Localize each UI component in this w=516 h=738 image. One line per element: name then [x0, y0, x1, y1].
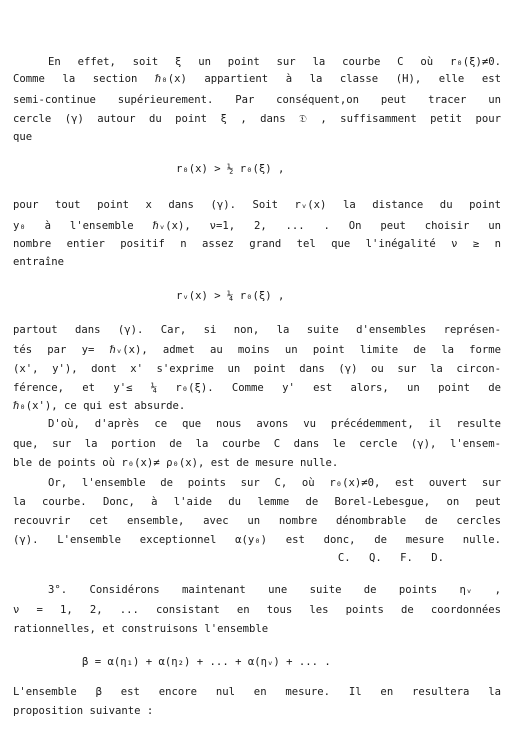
- text-line: ble de points où r₀(x)≠ ρ₀(x), est de mesure nulle.: [13, 457, 339, 469]
- text-line: y₀ à l'ensemble ℏᵥ(x), ν=1, 2, ... . On peut choisir un: [13, 220, 501, 232]
- text-line: En effet, soit ξ un point sur la courbe C où r₀(ξ)≠0.: [48, 56, 501, 68]
- section-heading-line: 3°. Considérons maintenant une suite de points ηᵥ ,: [48, 584, 501, 596]
- text-line: proposition suivante :: [13, 705, 154, 717]
- text-line: férence, et y'≤ ¼ r₀(ξ). Comme y' est alors, un point de: [13, 382, 501, 394]
- text-line: L'ensemble β est encore nul en mesure. Il en resultera la: [13, 686, 501, 698]
- text-line: que, sur la portion de la courbe C dans le cercle (γ), l'ensem-: [13, 438, 501, 450]
- text-line: ℏ₀(x'), ce qui est absurde.: [13, 400, 186, 412]
- text-line: ν = 1, 2, ... consistant en tous les points de coordonnées: [13, 604, 501, 616]
- text-line: partout dans (γ). Car, si non, la suite d'ensembles représen-: [13, 324, 501, 336]
- formula: r₀(x) > ½ r₀(ξ) ,: [176, 163, 285, 175]
- text-line: recouvrir cet ensemble, avec un nombre dénombrable de cercles: [13, 515, 501, 527]
- text-line: (x', y'), dont x' s'exprime un point dans (γ) ou sur la circon-: [13, 363, 501, 375]
- formula: rᵥ(x) > ¼ r₀(ξ) ,: [176, 290, 285, 302]
- formula: β = α(η₁) + α(η₂) + ... + α(ηᵥ) + ... .: [82, 656, 331, 668]
- text-line: nombre entier positif n assez grand tel que l'inégalité ν ≥ n: [13, 238, 501, 250]
- text-line: D'où, d'après ce que nous avons vu précédemment, il resulte: [48, 418, 501, 430]
- text-line: tés par y= ℏᵥ(x), admet au moins un point limite de la forme: [13, 344, 501, 356]
- text-line: pour tout point x dans (γ). Soit rᵥ(x) la distance du point: [13, 199, 501, 211]
- text-line: cercle (γ) autour du point ξ , dans 𝔇 , suffisamment petit pour: [13, 113, 501, 125]
- text-line: entraîne: [13, 256, 65, 268]
- qed-mark: C. Q. F. D.: [337, 552, 444, 564]
- text-line: (γ). L'ensemble exceptionnel α(y₀) est donc, de mesure nulle.: [13, 534, 501, 546]
- text-line: rationnelles, et construisons l'ensemble: [13, 623, 269, 635]
- text-line: Or, l'ensemble de points sur C, où r₀(x)≠0, est ouvert sur: [48, 477, 501, 489]
- text-line: semi-continue supérieurement. Par conséquent,on peut tracer un: [13, 94, 501, 106]
- text-line: Comme la section ℏ₀(x) appartient à la classe (H), elle est: [13, 73, 501, 85]
- text-line: la courbe. Donc, à l'aide du lemme de Borel-Lebesgue, on peut: [13, 496, 501, 508]
- text-line: que: [13, 131, 33, 143]
